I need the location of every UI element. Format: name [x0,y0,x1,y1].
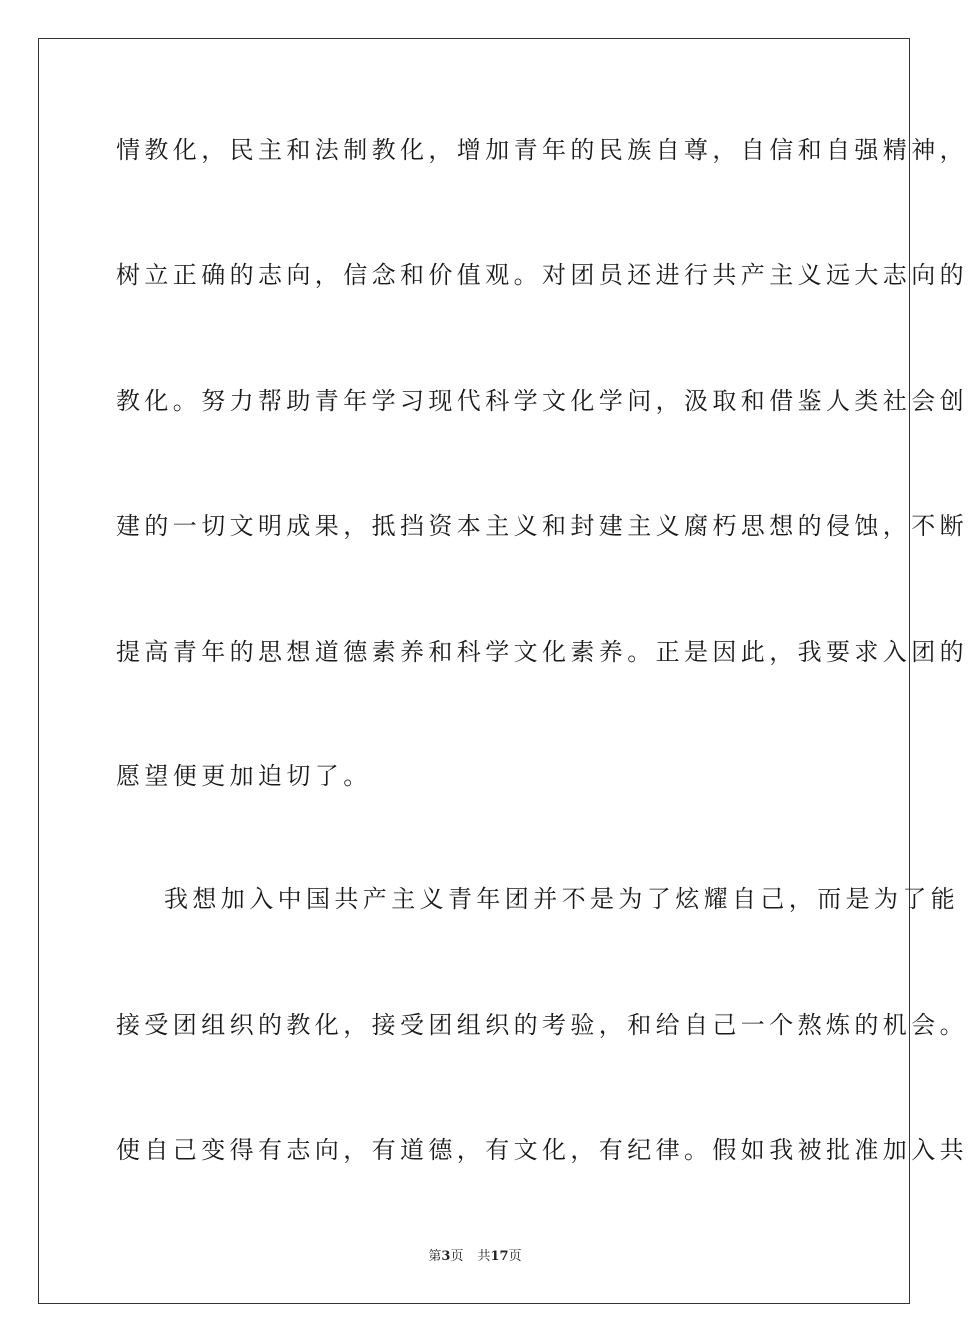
total-page-count: 17 [490,1249,509,1264]
page-suffix: 页 [450,1249,464,1264]
total-prefix: 共 [477,1249,491,1264]
page-footer [0,1248,950,1266]
text-line-1: 情教化，民主和法制教化，增加青年的民族自尊，自信和自强精神， [116,136,968,164]
page-border [38,38,968,1304]
text-line-3: 教化。努力帮助青年学习现代科学文化学问，汲取和借鉴人类社会创 [116,387,968,415]
text-line-5: 提高青年的思想道德素养和科学文化素养。正是因此，我要求入团的 [116,638,968,666]
text-line-4: 建的一切文明成果，抵挡资本主义和封建主义腐朽思想的侵蚀，不断 [116,512,968,540]
page-prefix: 第 [428,1249,442,1264]
paragraph-start-line: 我想加入中国共产主义青年团并不是为了炫耀自己，而是为了能 [164,885,960,913]
text-line-2: 树立正确的志向，信念和价值观。对团员还进行共产主义远大志向的 [116,261,968,289]
current-page-number: 3 [441,1249,451,1264]
total-suffix: 页 [508,1249,522,1264]
text-line-6: 愿望便更加迫切了。 [116,762,372,790]
text-line-8: 接受团组织的教化，接受团组织的考验，和给自己一个熬炼的机会。 [116,1011,968,1039]
text-line-9: 使自己变得有志向，有道德，有文化，有纪律。假如我被批准加入共 [116,1136,968,1164]
